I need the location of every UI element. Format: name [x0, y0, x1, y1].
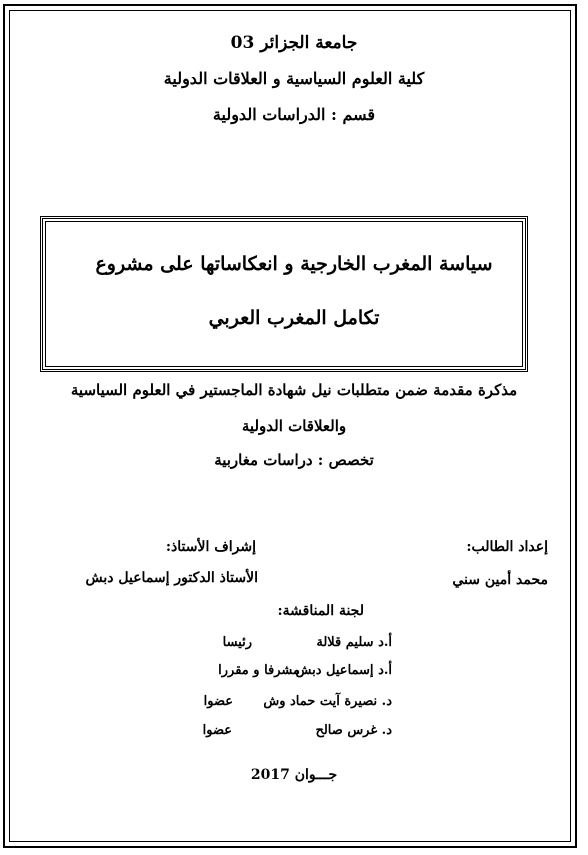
committee-member-2: أ.د إسماعيل دبش — [295, 663, 392, 678]
committee-role-1: رئيسا — [222, 635, 252, 650]
committee-member-1: أ.د سليم قلالة — [316, 635, 392, 650]
subtitle-line1: مذكرة مقدمة ضمن متطلبات نيل شهادة الماجستير في العلوم السياسية — [70, 381, 518, 399]
title-frame-inner — [45, 221, 523, 367]
supervisor-label: إشراف الأستاذ: — [165, 539, 256, 555]
university-name: جامعة الجزائر 03 — [230, 33, 358, 53]
faculty-name: كلية العلوم السياسية و العلاقات الدولية — [163, 69, 425, 88]
committee-member-3: د. نصيرة آيت حماد وش — [263, 694, 392, 709]
student-label: إعداد الطالب: — [466, 539, 548, 555]
thesis-title-line1: سياسة المغرب الخارجية و انعكاساتها على مشروع — [95, 253, 493, 275]
specialty: تخصص : دراسات مغاربية — [214, 451, 374, 469]
student-name: محمد أمين سني — [452, 572, 548, 588]
committee-member-4: د. غرس صالح — [315, 723, 392, 738]
defense-date: جـــوان 2017 — [250, 767, 338, 783]
committee-role-2: مشرفا و مقررا — [218, 663, 300, 678]
committee-role-3: عضوا — [203, 694, 233, 709]
thesis-title-line2: تكامل المغرب العربي — [208, 307, 380, 329]
committee-label: لجنة المناقشة: — [277, 603, 364, 619]
committee-role-4: عضوا — [202, 723, 232, 738]
supervisor-name: الأستاذ الدكتور إسماعيل دبش — [85, 570, 258, 586]
department-name: قسم : الدراسات الدولية — [212, 105, 376, 124]
subtitle-line2: والعلاقات الدولية — [241, 417, 347, 435]
